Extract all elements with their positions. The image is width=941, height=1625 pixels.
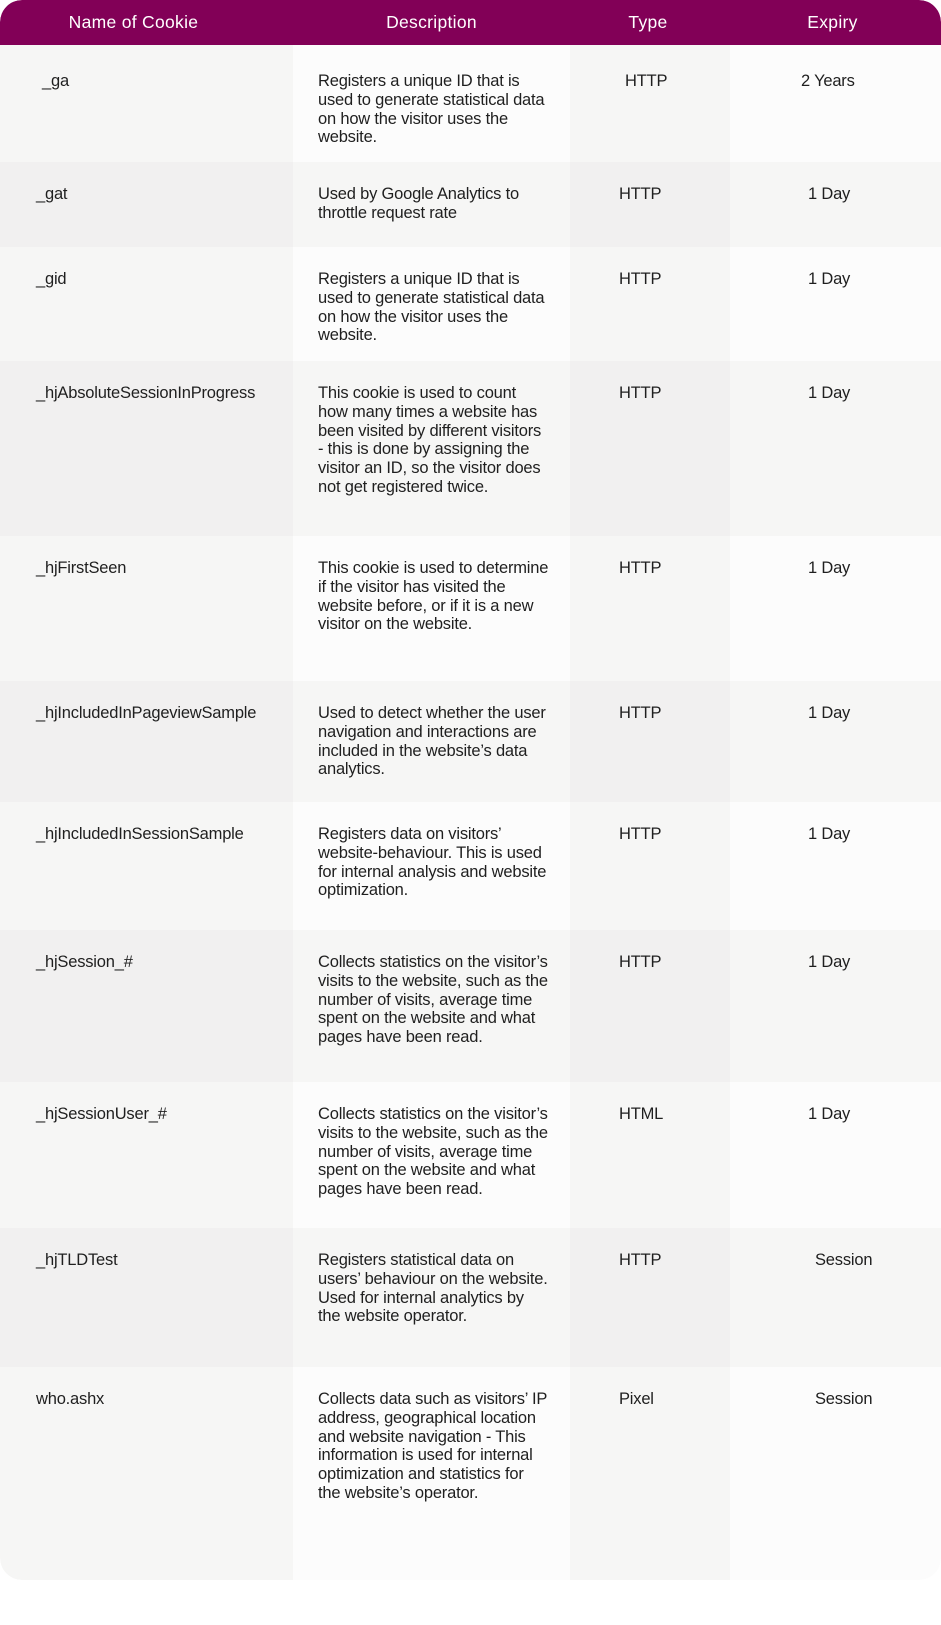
cookie-description: Registers statistical data on users’ behaviour on the website. Used for internal analytics by the website operator. xyxy=(293,1228,570,1367)
cookie-expiry: Session xyxy=(730,1367,941,1580)
cookie-description: Collects statistics on the visitor’s visits to the website, such as the number of visits, average time spent on the website and what pages have been read. xyxy=(293,930,570,1082)
cookie-description: Registers a unique ID that is used to generate statistical data on how the visitor uses the website. xyxy=(293,247,570,361)
cookie-expiry: 1 Day xyxy=(730,162,941,247)
cookie-name: _hjSession_# xyxy=(0,930,293,1082)
table-row xyxy=(0,681,941,802)
cookie-description: This cookie is used to count how many times a website has been visited by different visitors - this is done by assigning the visitor an ID, so the visitor does not get registered twice. xyxy=(293,361,570,536)
cookie-expiry: Session xyxy=(730,1228,941,1367)
table-row xyxy=(0,1367,941,1580)
cookie-name: _hjSessionUser_# xyxy=(0,1082,293,1228)
cookie-description: Collects data such as visitors’ IP address, geographical location and website navigation - This information is used for internal optimization and statistics for the website’s operator. xyxy=(293,1367,570,1580)
cookie-expiry: 1 Day xyxy=(730,361,941,536)
header-description: Description xyxy=(386,12,477,32)
cookie-type: Pixel xyxy=(570,1367,730,1580)
cookie-expiry: 1 Day xyxy=(730,247,941,361)
table-row xyxy=(0,247,941,361)
cookie-type: HTTP xyxy=(570,802,730,930)
cookie-name: _hjFirstSeen xyxy=(0,536,293,681)
header-name-of-cookie: Name of Cookie xyxy=(68,12,199,32)
cookie-type: HTTP xyxy=(570,45,730,162)
table-row xyxy=(0,45,941,162)
table-row xyxy=(0,802,941,930)
cookie-type: HTTP xyxy=(570,930,730,1082)
cookie-type: HTTP xyxy=(570,681,730,802)
table-row xyxy=(0,361,941,536)
cookie-type: HTTP xyxy=(570,247,730,361)
cookie-name: _hjTLDTest xyxy=(0,1228,293,1367)
table-row xyxy=(0,162,941,247)
cookie-type: HTTP xyxy=(570,1228,730,1367)
cookie-description: This cookie is used to determine if the visitor has visited the website before, or if it is a new visitor on the website. xyxy=(293,536,570,681)
cookie-expiry: 1 Day xyxy=(730,802,941,930)
cookie-type: HTTP xyxy=(570,361,730,536)
table-row xyxy=(0,1228,941,1367)
table-row xyxy=(0,930,941,1082)
table-header xyxy=(0,0,941,45)
cookie-name: _hjAbsoluteSessionInProgress xyxy=(0,361,293,536)
header-type: Type xyxy=(628,12,668,32)
cookie-expiry: 1 Day xyxy=(730,930,941,1082)
cookie-name: _hjIncludedInSessionSample xyxy=(0,802,293,930)
header-expiry: Expiry xyxy=(807,12,858,32)
table-row xyxy=(0,536,941,681)
cookie-description: Registers data on visitors’ website-behaviour. This is used for internal analysis and website optimization. xyxy=(293,802,570,930)
cookie-type: HTTP xyxy=(570,536,730,681)
cookie-expiry: 1 Day xyxy=(730,681,941,802)
cookie-description: Collects statistics on the visitor’s visits to the website, such as the number of visits, average time spent on the website and what pages have been read. xyxy=(293,1082,570,1228)
cookie-expiry: 2 Years xyxy=(730,45,941,162)
cookie-name: who.ashx xyxy=(0,1367,293,1580)
cookie-expiry: 1 Day xyxy=(730,536,941,681)
cookie-name: _gat xyxy=(0,162,293,247)
cookie-name: _gid xyxy=(0,247,293,361)
cookie-type: HTTP xyxy=(570,162,730,247)
table-row xyxy=(0,1082,941,1228)
cookie-description: Used by Google Analytics to throttle request rate xyxy=(293,162,570,247)
cookie-type: HTML xyxy=(570,1082,730,1228)
cookie-description: Used to detect whether the user navigation and interactions are included in the website’s data analytics. xyxy=(293,681,570,802)
cookie-name: _hjIncludedInPageviewSample xyxy=(0,681,293,802)
cookie-expiry: 1 Day xyxy=(730,1082,941,1228)
cookie-description: Registers a unique ID that is used to generate statistical data on how the visitor uses the website. xyxy=(293,45,570,162)
cookie-name: _ga xyxy=(0,45,293,162)
